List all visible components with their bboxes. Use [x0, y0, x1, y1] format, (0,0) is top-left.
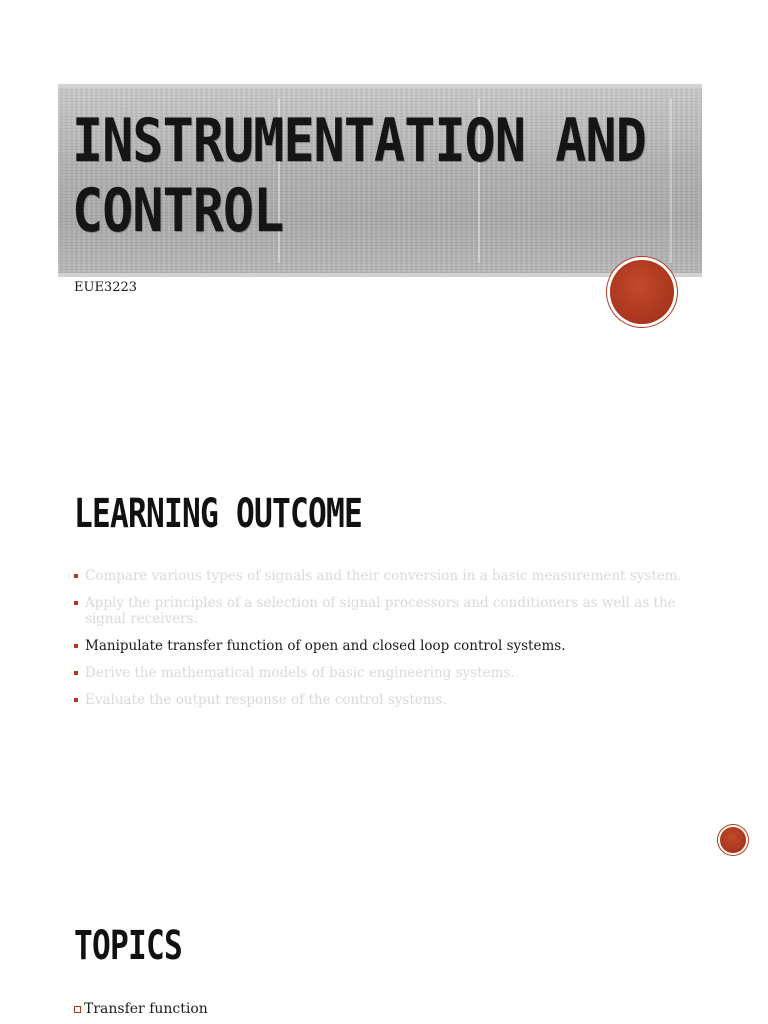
checkbox-icon	[74, 1006, 81, 1013]
outcome-text: Apply the principles of a selection of signal processors and conditioners as well as the signal receivers.	[85, 595, 676, 627]
title-line-1: INSTRUMENTATION AND	[72, 106, 646, 176]
decorative-circle-icon	[720, 827, 746, 853]
learning-outcome-slide	[0, 444, 768, 864]
topic-list	[74, 1000, 208, 1018]
outcome-list	[74, 568, 704, 719]
title-banner	[58, 84, 702, 277]
topics-heading: TOPICS	[74, 923, 183, 969]
topics-slide	[0, 864, 768, 1024]
outcome-item	[74, 638, 704, 654]
presentation-title	[72, 106, 646, 246]
outcome-item	[74, 692, 704, 708]
learning-outcome-heading: LEARNING OUTCOME	[74, 491, 363, 537]
title-line-2: CONTROL	[72, 176, 284, 246]
outcome-text: Evaluate the output response of the control systems.	[85, 692, 447, 708]
outcome-item	[74, 595, 704, 627]
outcome-item	[74, 568, 704, 584]
outcome-item	[74, 665, 704, 681]
outcome-text: Derive the mathematical models of basic engineering systems.	[85, 665, 515, 681]
outcome-text: Manipulate transfer function of open and closed loop control systems.	[85, 638, 566, 654]
decorative-circle-icon	[610, 260, 674, 324]
outcome-text: Compare various types of signals and their conversion in a basic measurement system.	[85, 568, 682, 584]
course-code: EUE3223	[74, 280, 138, 295]
topic-item	[74, 1000, 208, 1018]
topic-text: Transfer function	[84, 1001, 208, 1017]
title-slide	[0, 0, 768, 444]
